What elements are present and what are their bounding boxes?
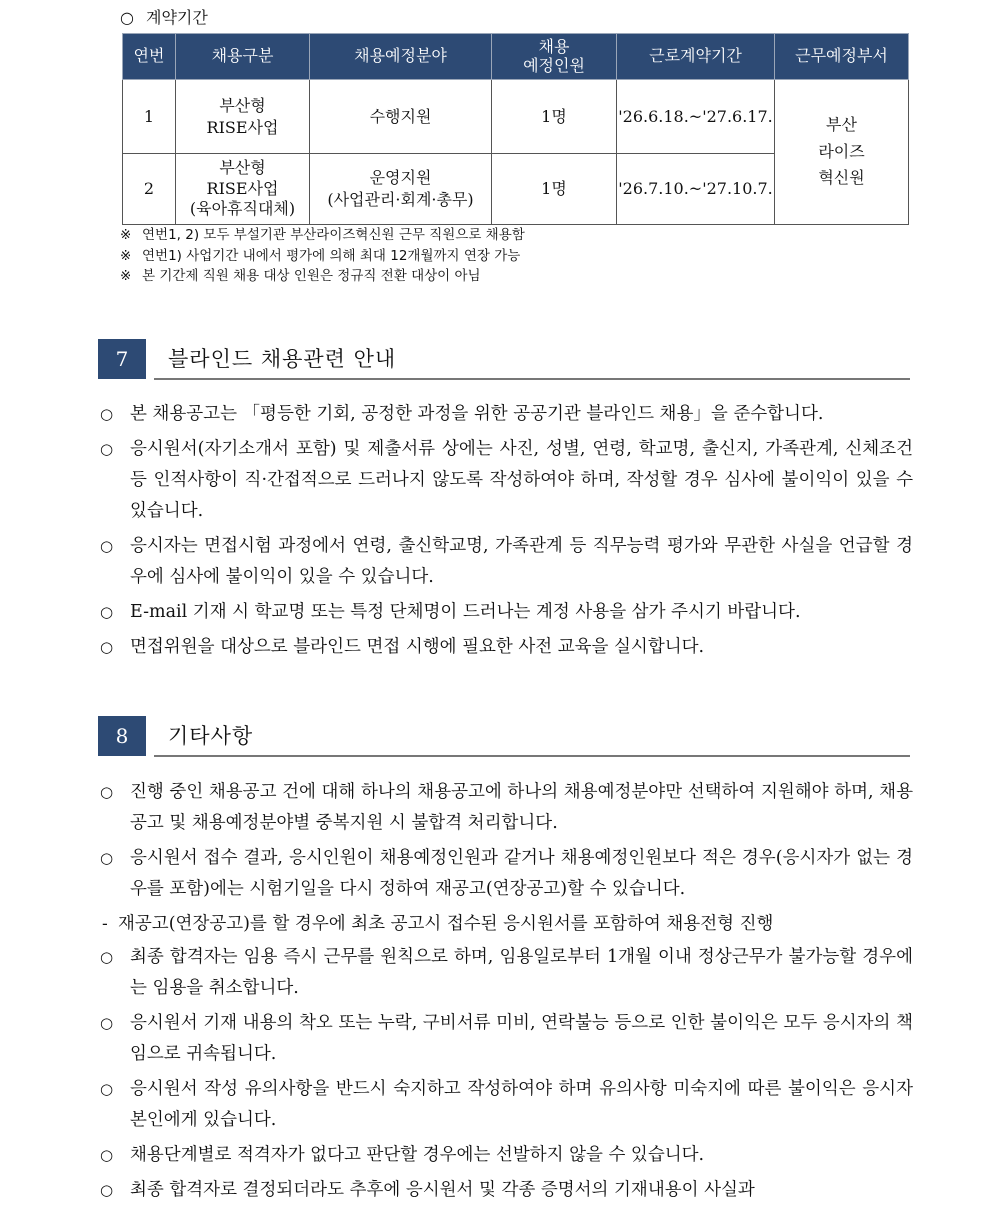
bullet: ○ xyxy=(100,1181,114,1199)
bullet: ○ xyxy=(100,405,114,423)
bullet: ○ xyxy=(100,440,114,458)
note-text: 본 기간제 직원 채용 대상 인원은 정규직 전환 대상이 아님 xyxy=(142,268,481,284)
list-item xyxy=(98,1074,913,1136)
table-row xyxy=(123,80,909,154)
list-item xyxy=(98,777,913,839)
bullet: ○ xyxy=(100,537,114,555)
contract-period-heading xyxy=(120,5,208,28)
bullet: ○ xyxy=(100,603,114,621)
item-text: 최종 합격자로 결정되더라도 추후에 응시원서 및 각종 증명서의 기재내용이 사실과 xyxy=(130,1180,755,1200)
section-underline xyxy=(154,378,910,380)
item-text: 최종 합격자는 임용 즉시 근무를 원칙으로 하며, 임용일로부터 1개월 이내 정상근무가 불가능할 경우에는 임용을 취소합니다. xyxy=(130,947,913,998)
bullet: ○ xyxy=(100,1014,114,1032)
item-text: E-mail 기재 시 학교명 또는 특정 단체명이 드러나는 계정 사용을 삼가 주시기 바랍니다. xyxy=(130,602,801,622)
note-line xyxy=(120,225,525,246)
note-mark: ※ xyxy=(120,268,132,284)
item-text: 응시원서 기재 내용의 착오 또는 누락, 구비서류 미비, 연락불능 등으로 인한 불이익은 모두 응시자의 책임으로 귀속됩니다. xyxy=(130,1013,913,1064)
section-8-list xyxy=(98,777,913,1210)
cell-type: 부산형 RISE사업 (육아휴직대체) xyxy=(176,154,310,225)
table-notes xyxy=(120,225,525,287)
note-mark: ※ xyxy=(120,247,132,264)
cell-count: 1명 xyxy=(492,154,617,225)
item-text: 응시원서 작성 유의사항을 반드시 숙지하고 작성하여야 하며 유의사항 미숙지에 따른 불이익은 응시자 본인에게 있습니다. xyxy=(130,1079,913,1130)
col-header-period: 근로계약기간 xyxy=(617,34,775,80)
bullet: ○ xyxy=(100,1080,114,1098)
list-item xyxy=(98,1175,913,1206)
cell-department: 부산 라이즈 혁신원 xyxy=(775,80,909,225)
item-text: 응시원서 접수 결과, 응시인원이 채용예정인원과 같거나 채용예정인원보다 적은 경우(응시자가 없는 경우를 포함)에는 시험기일을 다시 정하여 재공고(연장공고)할 수 있습니다. xyxy=(130,848,913,899)
section-8-header xyxy=(98,716,910,756)
section-7-header xyxy=(98,339,910,379)
list-item xyxy=(98,597,913,628)
item-text: 진행 중인 채용공고 건에 대해 하나의 채용공고에 하나의 채용예정분야만 선택하여 지원해야 하며, 채용공고 및 채용예정분야별 중복지원 시 불합격 처리합니다. xyxy=(130,782,913,833)
list-item xyxy=(98,531,913,593)
list-sub-item xyxy=(98,909,913,940)
bullet: ○ xyxy=(100,948,114,966)
contract-table xyxy=(122,33,909,225)
note-text: 연번1) 사업기간 내에서 평가에 의해 최대 12개월까지 연장 가능 xyxy=(142,247,521,264)
note-text: 연번1, 2) 모두 부설기관 부산라이즈혁신원 근무 직원으로 채용함 xyxy=(142,227,525,243)
section-underline xyxy=(154,755,910,757)
list-item xyxy=(98,942,913,1004)
col-header-field: 채용예정분야 xyxy=(310,34,492,80)
bullet: ○ xyxy=(100,783,114,801)
cell-no: 2 xyxy=(123,154,176,225)
list-item xyxy=(98,632,913,663)
col-header-count: 채용 예정인원 xyxy=(492,34,617,80)
bullet: ○ xyxy=(100,1146,114,1164)
col-header-no: 연번 xyxy=(123,34,176,80)
cell-period: '26.6.18.~'27.6.17. xyxy=(617,80,775,154)
section-title: 기타사항 xyxy=(168,724,254,748)
item-text: 응시원서(자기소개서 포함) 및 제출서류 상에는 사진, 성별, 연령, 학교명, 출신지, 가족관계, 신체조건 등 인적사항이 직·간접적으로 드러나지 않도록 작성하여야 하며, 작성할 경우 심사에 불이익이 있을 수 있습니다. xyxy=(130,439,913,521)
note-mark: ※ xyxy=(120,227,132,243)
item-text: 재공고(연장공고)를 할 경우에 최초 공고시 접수된 응시원서를 포함하여 채용전형 진행 xyxy=(118,914,774,934)
section-number-badge: 8 xyxy=(98,716,146,756)
list-item xyxy=(98,1008,913,1070)
contract-heading-text: 계약기간 xyxy=(146,8,208,27)
item-text: 응시자는 면접시험 과정에서 연령, 출신학교명, 가족관계 등 직무능력 평가와 무관한 사실을 언급할 경우에 심사에 불이익이 있을 수 있습니다. xyxy=(130,536,913,587)
table-header-row xyxy=(123,34,909,80)
bullet: ○ xyxy=(100,638,114,656)
cell-no: 1 xyxy=(123,80,176,154)
list-item xyxy=(98,434,913,527)
note-line xyxy=(120,246,525,267)
cell-field: 운영지원 (사업관리·회계·총무) xyxy=(310,154,492,225)
list-item xyxy=(98,843,913,905)
cell-field: 수행지원 xyxy=(310,80,492,154)
item-text: 채용단계별로 적격자가 없다고 판단할 경우에는 선발하지 않을 수 있습니다. xyxy=(130,1145,705,1165)
note-line xyxy=(120,266,525,287)
section-number-badge: 7 xyxy=(98,339,146,379)
section-title: 블라인드 채용관련 안내 xyxy=(168,347,397,371)
cell-type: 부산형 RISE사업 xyxy=(176,80,310,154)
bullet: ○ xyxy=(100,849,114,867)
section-7-list xyxy=(98,399,913,667)
col-header-dept: 근무예정부서 xyxy=(775,34,909,80)
col-header-type: 채용구분 xyxy=(176,34,310,80)
cell-period: '26.7.10.~'27.10.7. xyxy=(617,154,775,225)
cell-count: 1명 xyxy=(492,80,617,154)
item-text: 본 채용공고는 「평등한 기회, 공정한 과정을 위한 공공기관 블라인드 채용」을 준수합니다. xyxy=(130,404,824,424)
dash-bullet: - xyxy=(102,914,108,934)
bullet: ○ xyxy=(120,8,134,27)
item-text: 면접위원을 대상으로 블라인드 면접 시행에 필요한 사전 교육을 실시합니다. xyxy=(130,637,705,657)
list-item xyxy=(98,399,913,430)
list-item xyxy=(98,1140,913,1171)
